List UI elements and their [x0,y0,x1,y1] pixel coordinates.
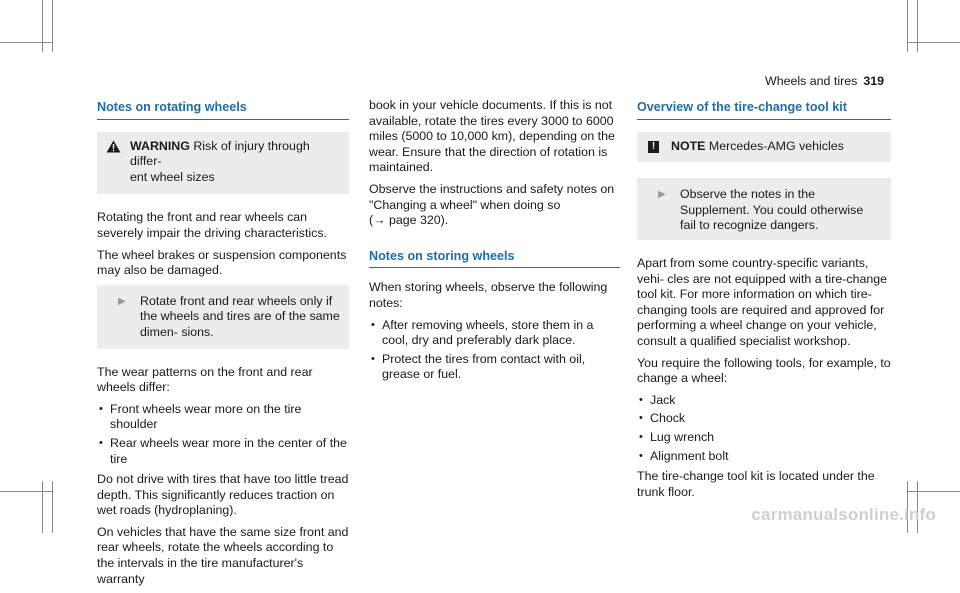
warning-lead-cont: ent wheel sizes [130,169,215,184]
list-item: • Lug wrench [639,429,715,444]
paragraph: You require the following tools, for example, to change a wheel: [637,355,891,386]
bullet-dot-icon: • [99,436,103,449]
bullet-list [637,393,891,464]
bullet-dot-icon: • [99,402,103,415]
paragraph: Observe the instructions and safety notes on "Changing a wheel" when doing so [369,181,615,212]
bullet-dot-icon: • [639,393,643,406]
note-box [637,132,891,163]
crop-mark [42,0,43,52]
column-middle [369,98,620,388]
note-label: NOTE [671,138,706,153]
crop-mark [907,0,908,52]
exclamation-square-icon: ! [648,141,659,153]
warning-text [130,139,340,186]
list-item: • Rear wheels wear more in the center of the tire [99,435,347,466]
bullet-dot-icon: • [639,412,643,425]
crop-mark [908,42,960,43]
column-right [637,100,891,506]
note-body: Mercedes-AMG vehicles [708,138,844,153]
bullet-list [369,318,620,383]
warning-triangle-icon [106,140,130,158]
warning-label: WARNING [130,138,190,153]
note-text [671,139,844,155]
list-item: • Chock [639,411,686,426]
list-item: • Protect the tires from contact with oil, grease or fuel. [371,351,586,382]
paragraph: The tire-change tool kit is located under the trunk floor. [637,469,875,499]
paragraph: The wear patterns on the front and rear wheels differ: [97,364,313,395]
section-title-storing-wheels: Notes on storing wheels [369,249,620,269]
bullet-dot-icon: • [639,430,643,443]
section-title-rotating-wheels: Notes on rotating wheels [97,100,349,120]
bullet-dot-icon: • [639,449,643,462]
instruction [646,187,882,234]
list-item: • Jack [639,392,676,407]
page-reference-link[interactable]: (→ page 320). [369,213,449,228]
crop-mark [0,491,52,492]
header-section: Wheels and tires [765,74,858,88]
crop-mark [52,0,53,52]
list-item: • Alignment bolt [639,448,729,463]
instruction-text: Rotate front and rear wheels only if the wheels and tires are of the same dimen- sions. [140,293,340,339]
instruction-text: Observe the notes in the Supplement. You could otherwise fail to recognize dangers. [680,187,864,233]
crop-mark [42,481,43,533]
list-item: • After removing wheels, store them in a cool, dry and preferably dark place. [371,317,594,348]
warning-lead: Risk of injury through differ- [130,138,310,169]
paragraph: Apart from some country-specific variants, vehi- cles are not equipped with a tire-change tool kit. For more information on which tire-changing tools are required and approved for performing a wheel change on your vehicle, consult a qualified specialist workshop. [637,255,888,348]
play-arrow-icon: ▶ [118,295,126,307]
instruction-box [97,285,349,349]
paragraph: book in your vehicle documents. If this is not available, rotate the tires every 3000 to 6000 miles (5000 to 10,000 km), depending on the wear. Ensure that the direction of rotation is maintained. [369,98,615,175]
section-title-tool-kit: Overview of the tire-change tool kit [637,100,891,120]
crop-mark [0,42,52,43]
paragraph: Rotating the front and rear wheels can severely impair the driving characteristics. [97,210,327,240]
warning-box [97,132,349,195]
crop-mark [917,0,918,52]
crop-mark [908,491,960,492]
paragraph: Do not drive with tires that have too little tread depth. This significantly reduces traction on wet roads (hydroplaning). [97,472,349,518]
running-header [765,74,884,90]
bullet-dot-icon: • [371,318,375,331]
paragraph: The wheel brakes or suspension components may also be damaged. [97,247,347,278]
watermark: carmanualsonline.info [751,505,936,525]
column-left [97,100,349,593]
bullet-list [97,402,349,467]
instruction-box [637,178,891,240]
list-item: • Front wheels wear more on the tire shoulder [99,401,302,432]
paragraph: When storing wheels, observe the following notes: [369,280,608,310]
play-arrow-icon: ▶ [658,189,666,201]
crop-mark [52,481,53,533]
warning-header [106,139,340,186]
bullet-dot-icon: • [371,352,375,365]
instruction [106,294,340,341]
paragraph: On vehicles that have the same size front and rear wheels, rotate the wheels according to the intervals in the tire manufacturer's warranty [97,524,349,586]
page-number: 319 [863,74,884,88]
